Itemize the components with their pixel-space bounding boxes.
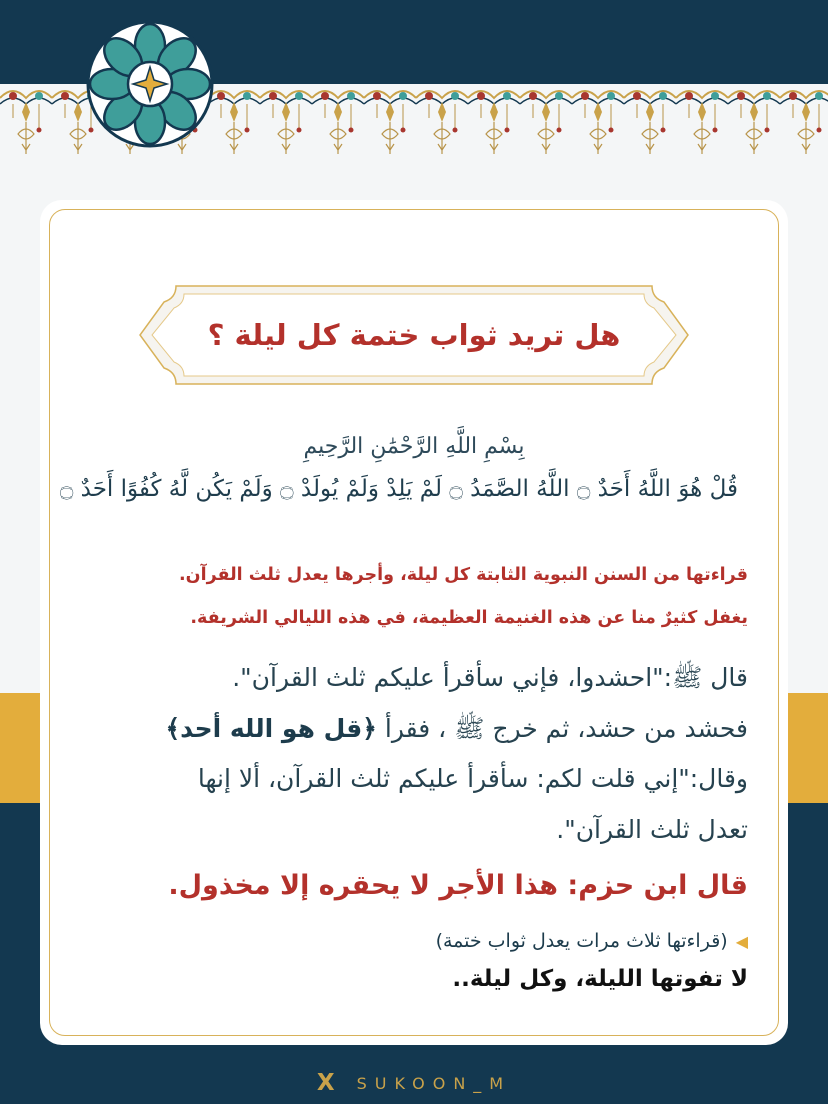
- closing-line: لا تفوتها الليلة، وكل ليلة..: [452, 966, 748, 992]
- footer: [0, 1066, 828, 1100]
- title-frame: [136, 280, 692, 390]
- x-logo-icon[interactable]: X: [316, 1070, 335, 1096]
- note-text: (قراءتها ثلاث مرات يعدل ثواب ختمة): [435, 930, 728, 952]
- account-handle[interactable]: SUKOON_M: [356, 1073, 512, 1093]
- hadith-line-2: [58, 713, 748, 750]
- note-row: [58, 930, 748, 952]
- hadith-line-1: قال ﷺ:"احشدوا، فإني سأقرأ عليكم ثلث القرآن".: [232, 663, 748, 692]
- left-arrow-icon: ◀: [735, 932, 748, 951]
- basmala-text: بِسْمِ اللَّهِ الرَّحْمَٰنِ الرَّحِيمِ: [303, 434, 525, 459]
- page-title: هل تريد ثواب ختمة كل ليلة ؟: [207, 318, 621, 352]
- hadith-line-4: تعدل ثلث القرآن".: [556, 815, 748, 844]
- hadith-surah-name: ﴿قل هو الله أحد﴾: [165, 714, 377, 743]
- red-intro-line-2: يغفل كثيرٌ منا عن هذه الغنيمة العظيمة، في هذه الليالي الشريفة.: [190, 608, 748, 628]
- hadith-line-3: وقال:"إني قلت لكم: سأقرأ عليكم ثلث القرآن، ألا إنها: [197, 764, 748, 793]
- red-intro-line-1: قراءتها من السنن النبوية الثابتة كل ليلة، وأجرها يعدل ثلث القرآن.: [179, 565, 748, 585]
- hadith-line-2-prefix: فحشد من حشد، ثم خرج ﷺ ، فقرأ: [376, 714, 748, 743]
- ibn-hazm-quote: قال ابن حزم: هذا الأجر لا يحقره إلا مخذول.: [168, 870, 748, 901]
- rosette-ornament-icon: [80, 14, 220, 154]
- content-card: [40, 200, 788, 1045]
- surah-verse: قُلْ هُوَ اللَّهُ أَحَدٌ ۝ اللَّهُ الصَّمَدُ ۝ لَمْ يَلِدْ وَلَمْ يُولَدْ ۝ وَلَمْ يَكُن لَّهُ كُفُوًا أَحَدٌ ۝: [59, 476, 738, 502]
